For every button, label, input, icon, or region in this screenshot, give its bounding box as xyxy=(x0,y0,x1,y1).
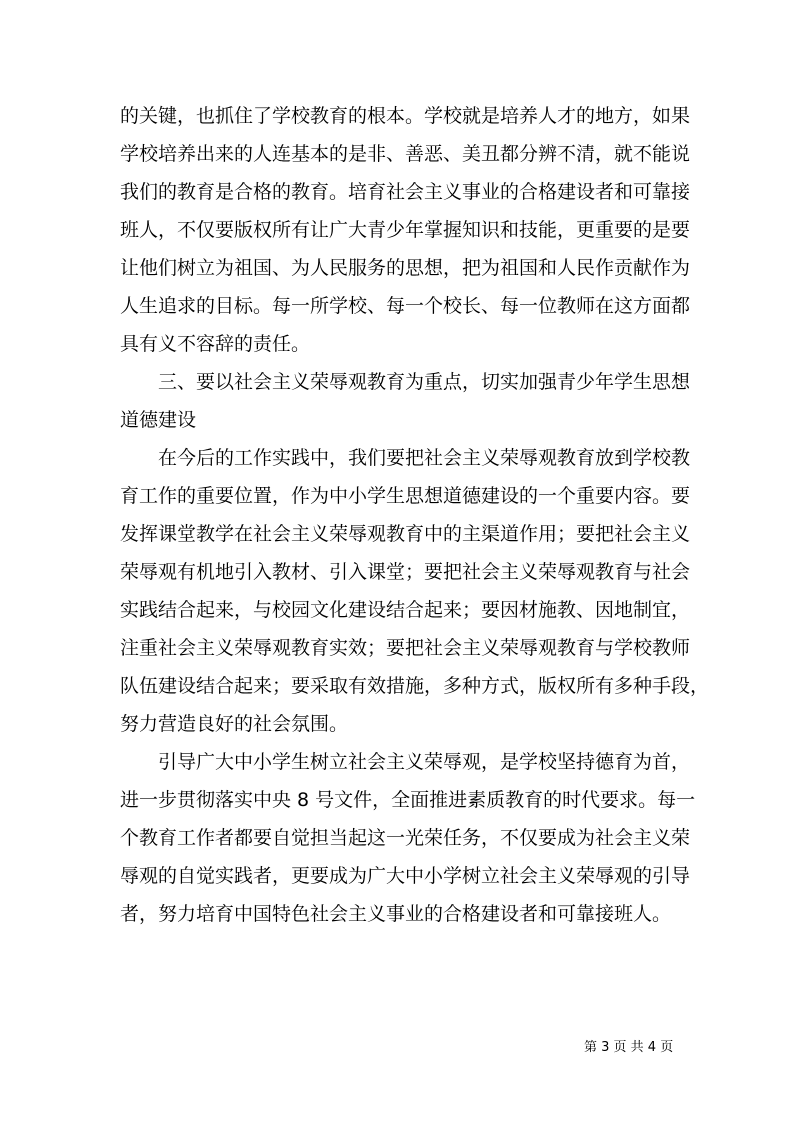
heading-text: 三、要以社会主义荣辱观教育为重点，切实加强青少年学生思想 xyxy=(158,371,691,393)
line-text: 辱观的自觉实践者，更要成为广大中小学树立社会主义荣辱观的引导 xyxy=(120,865,691,887)
line-text: 个教育工作者都要自觉担当起这一光荣任务，不仅要成为社会主义荣 xyxy=(120,827,691,849)
line-text: 荣辱观有机地引入教材、引入课堂；要把社会主义荣辱观教育与社会 xyxy=(120,561,691,583)
line-text: 学校培养出来的人连基本的是非、善恶、美丑都分辨不清，就不能说 xyxy=(120,143,691,165)
line-text: 发挥课堂教学在社会主义荣辱观教育中的主渠道作用；要把社会主义 xyxy=(120,523,691,545)
line-text: 我们的教育是合格的教育。培育社会主义事业的合格建设者和可靠接 xyxy=(120,181,691,203)
line-text: 人生追求的目标。每一所学校、每一个校长、每一位教师在这方面都 xyxy=(120,295,691,317)
line-text: 实践结合起来，与校园文化建设结合起来；要因材施教、因地制宜， xyxy=(120,599,691,621)
line-text: 育工作的重要位置，作为中小学生思想道德建设的一个重要内容。要 xyxy=(120,485,691,507)
heading-text: 道德建设 xyxy=(120,409,197,431)
line-text: 队伍建设结合起来；要采取有效措施，多种方式，版权所有多种手段， xyxy=(120,675,710,697)
line-text: 努力营造良好的社会氛围。 xyxy=(120,713,349,735)
line-text: 者，努力培育中国特色社会主义事业的合格建设者和可靠接班人。 xyxy=(120,903,672,925)
line-text: 在今后的工作实践中，我们要把社会主义荣辱观教育放到学校教 xyxy=(158,447,691,469)
line-text: 让他们树立为祖国、为人民服务的思想，把为祖国和人民作贡献作为 xyxy=(120,257,691,279)
line-text: 的关键，也抓住了学校教育的根本。学校就是培养人才的地方，如果 xyxy=(120,105,691,127)
page-number: 第 3 页 共 4 页 xyxy=(584,1040,674,1055)
line-text: 进一步贯彻落实中央 8 号文件，全面推进素质教育的时代要求。每一 xyxy=(120,789,696,811)
line-text: 引导广大中小学生树立社会主义荣辱观，是学校坚持德育为首， xyxy=(158,751,691,773)
line-text: 注重社会主义荣辱观教育实效；要把社会主义荣辱观教育与学校教师 xyxy=(120,637,691,659)
line-text: 班人，不仅要版权所有让广大青少年掌握知识和技能，更重要的是要 xyxy=(120,219,691,241)
line-text: 具有义不容辞的责任。 xyxy=(120,333,311,355)
